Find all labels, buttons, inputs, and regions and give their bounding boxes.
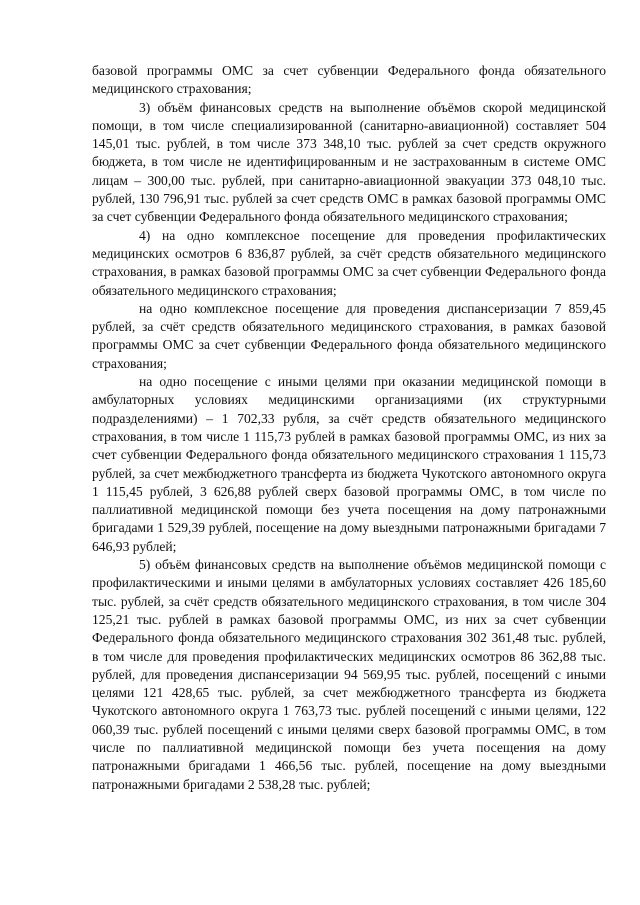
document-page	[92, 62, 606, 794]
paragraph-dispensary-visit: на одно комплексное посещение для проведения диспансеризации 7 859,45 рублей, за счёт средств обязательного медицинского страхования, в рамках базовой программы ОМС за счет субвенции Федерального фонда обязательного медицинского страхования;	[92, 300, 606, 371]
paragraph-item-3-ambulance-funding: 3) объём финансовых средств на выполнение объёмов скорой медицинской помощи, в том числе специализированной (санитарно-авиационной) составляет 504 145,01 тыс. рублей, в том числе 373 348,10 тыс. рублей за счет средств окружного бюджета, в том числе не идентифицированным и не застрахованным в системе ОМС лицам – 300,00 тыс. рублей, при санитарно-авиационной эвакуации 373 048,10 тыс. рублей, 130 796,91 тыс. рублей за счет средств ОМС в рамках базовой программы ОМС за счет субвенции Федерального фонда обязательного медицинского страхования;	[92, 99, 606, 225]
paragraph-continuation: базовой программы ОМС за счет субвенции Федерального фонда обязательного медицинского страхования;	[92, 63, 606, 97]
paragraph-item-5-outpatient-funding: 5) объём финансовых средств на выполнение объёмов медицинской помощи с профилактическими и иными целями в амбулаторных условиях составляет 426 185,60 тыс. рублей, за счёт средств обязательного медицинского страхования, в том числе 304 125,21 тыс. рублей в рамках базовой программы ОМС, из них за счет субвенции Федерального фонда обязательного медицинского страхования 302 361,48 тыс. рублей, в том числе для проведения профилактических медицинских осмотров 86 362,88 тыс. рублей, для проведения диспансеризации 94 569,95 тыс. рублей, посещений с иными целями 121 428,65 тыс. рублей, за счет межбюджетного трансферта из бюджета Чукотского автономного округа 1 763,73 тыс. рублей посещений с иными целями, 122 060,39 тыс. рублей посещений с иными целями сверх базовой программы ОМС, в том числе по паллиативной медицинской помощи без учета посещения на дому патронажными бригадами 1 466,56 тыс. рублей, посещение на дому выездными патронажными бригадами 2 538,28 тыс. рублей;	[92, 557, 606, 792]
paragraph-other-purpose-visit: на одно посещение с иными целями при оказании медицинской помощи в амбулаторных условиях медицинскими организациями (их структурными подразделениями) – 1 702,33 рубля, за счёт средств обязательного медицинского страхования, в том числе 1 115,73 рублей в рамках базовой программы ОМС, из них за счет субвенции Федерального фонда обязательного медицинского страхования 1 115,73 рублей, за счет межбюджетного трансферта из бюджета Чукотского автономного округа 1 115,45 рублей, 3 626,88 рублей сверх базовой программы ОМС, в том числе по паллиативной медицинской помощи без учета посещения на дому патронажными бригадами 1 529,39 рублей, посещение на дому выездными патронажными бригадами 7 646,93 рублей;	[92, 374, 606, 554]
paragraph-item-4-preventive-visit: 4) на одно комплексное посещение для проведения профилактических медицинских осмотров 6 836,87 рублей, за счёт средств обязательного медицинского страхования, в рамках базовой программы ОМС за счет субвенции Федерального фонда обязательного медицинского страхования;	[92, 227, 606, 298]
